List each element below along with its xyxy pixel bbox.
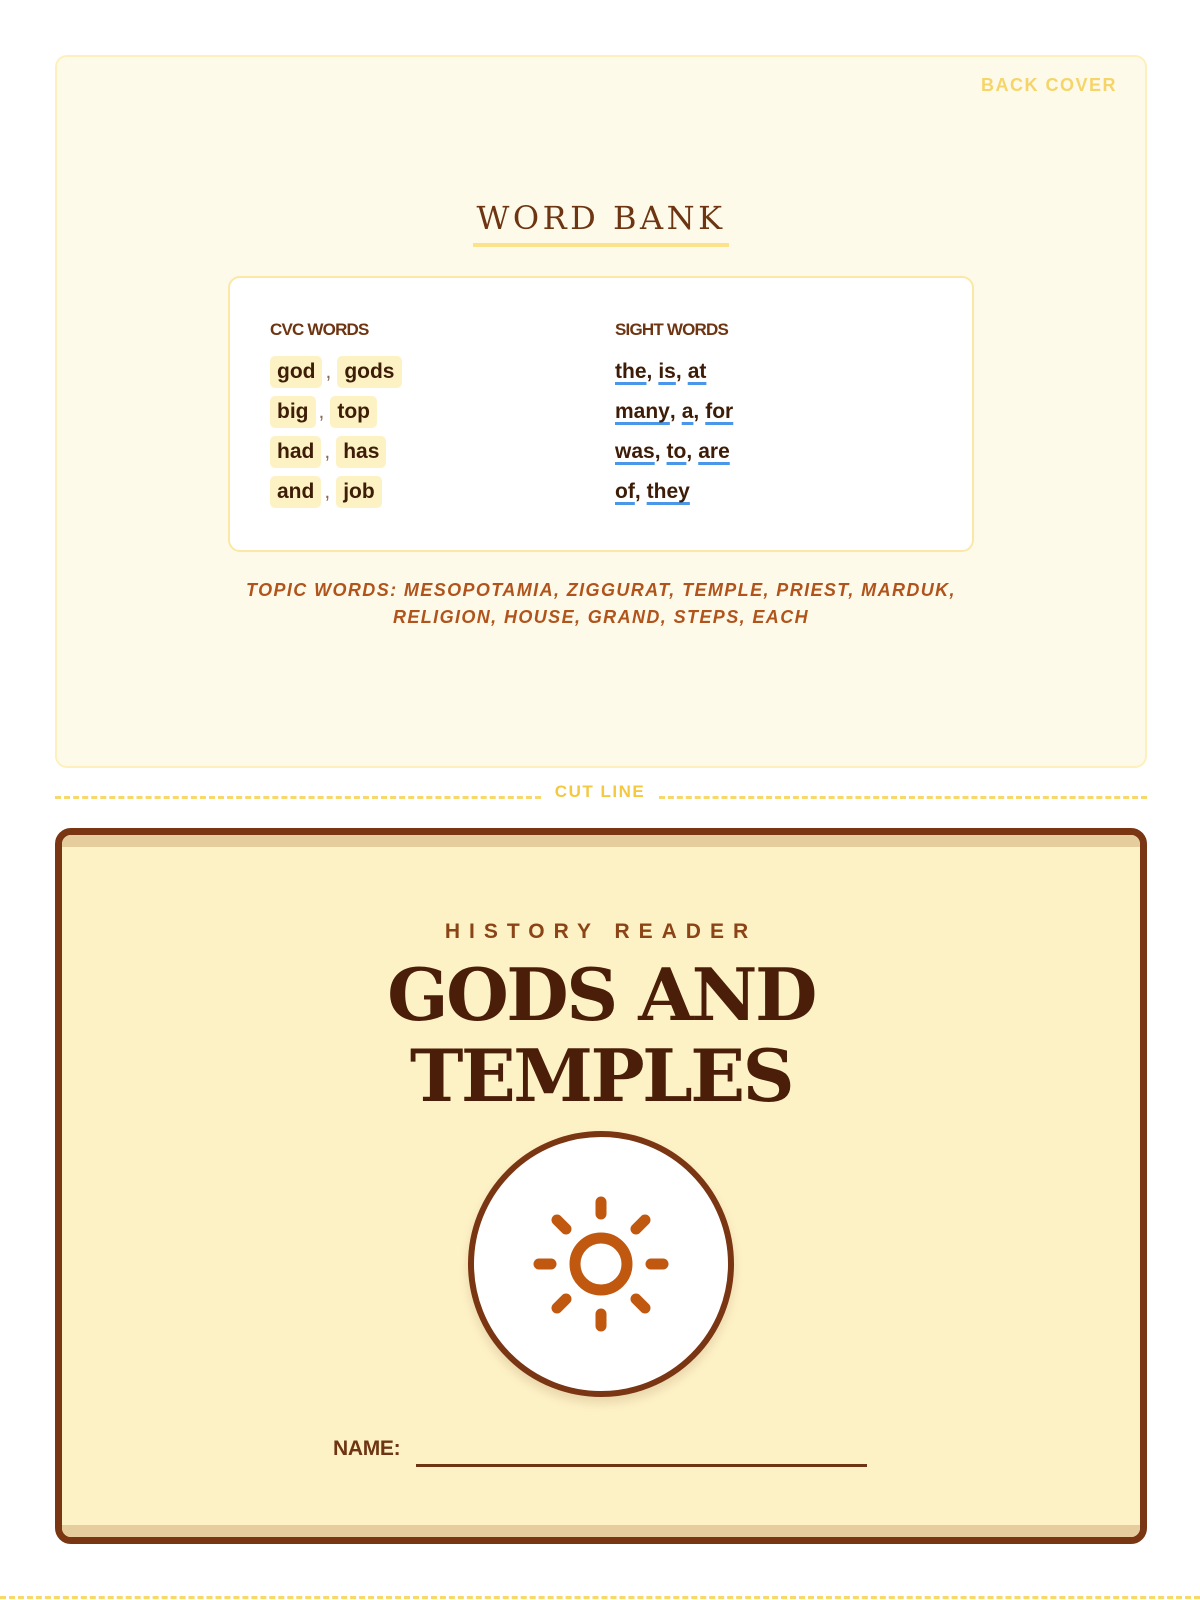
comma: , (324, 480, 331, 503)
bottom-cut-line (0, 1596, 1200, 1599)
cut-line (55, 782, 1147, 802)
cvc-words-heading: CVC WORDS (270, 320, 369, 339)
book-title-line-1: GODS AND (387, 952, 815, 1037)
comma: , (646, 360, 653, 383)
sight-word: at (687, 360, 707, 383)
cut-dash-right (659, 796, 1147, 799)
cut-dash-left (55, 796, 541, 799)
cvc-word: big (270, 396, 316, 428)
cvc-word: and (270, 476, 321, 508)
comma: , (634, 480, 641, 503)
cvc-word: has (336, 436, 386, 468)
cvc-word: god (270, 356, 322, 388)
bottom-band (62, 1525, 1140, 1537)
sight-word: for (705, 400, 734, 423)
cvc-word: job (336, 476, 382, 508)
sight-words-heading: SIGHT WORDS (615, 320, 729, 339)
comma: , (324, 440, 331, 463)
front-cover (55, 828, 1147, 1544)
sight-word-row (615, 352, 733, 392)
cvc-word: had (270, 436, 321, 468)
name-row (333, 1437, 867, 1461)
sight-word: of (615, 480, 635, 503)
sun-icon (527, 1190, 675, 1338)
comma: , (693, 400, 700, 423)
back-cover (55, 55, 1147, 768)
comma: , (654, 440, 661, 463)
cvc-word-row (270, 472, 402, 512)
comma: , (675, 360, 682, 383)
sight-word: a (681, 400, 694, 423)
cvc-word-row (270, 392, 402, 432)
name-write-line[interactable] (416, 1464, 867, 1467)
name-label: NAME: (333, 1437, 401, 1460)
word-bank-card (228, 276, 974, 552)
cvc-word-row (270, 432, 402, 472)
word-bank-title-wrap (57, 199, 1145, 247)
sight-word: they (646, 480, 690, 503)
sight-word: are (698, 440, 730, 463)
sight-word-row (615, 392, 733, 432)
back-cover-label: BACK COVER (980, 75, 1117, 95)
book-title (62, 954, 1140, 1116)
comma: , (325, 360, 332, 383)
series-label: HISTORY READER (444, 920, 758, 943)
top-band (62, 835, 1140, 847)
sight-words-column (615, 318, 733, 512)
sight-word-row (615, 432, 733, 472)
book-title-line-2: TEMPLES (409, 1033, 793, 1118)
cvc-words-column (270, 318, 402, 512)
sight-word: is (658, 360, 676, 383)
sight-word: many (615, 400, 670, 423)
cut-line-label: CUT LINE (554, 782, 646, 801)
word-bank-title: WORD BANK (473, 199, 728, 247)
sight-word: the (615, 360, 647, 383)
cvc-word: top (330, 396, 377, 428)
sight-word: was (615, 440, 655, 463)
cvc-word: gods (337, 356, 401, 388)
sight-word-row (615, 472, 733, 512)
comma: , (686, 440, 693, 463)
comma: , (669, 400, 676, 423)
comma: , (318, 400, 325, 423)
sight-word: to (666, 440, 687, 463)
cover-emblem (468, 1131, 734, 1397)
cvc-word-row (270, 352, 402, 392)
topic-words: TOPIC WORDS: MESOPOTAMIA, ZIGGURAT, TEMPLE, PRIEST, MARDUK, RELIGION, HOUSE, GRAND, STEPS, EACH (246, 580, 956, 627)
